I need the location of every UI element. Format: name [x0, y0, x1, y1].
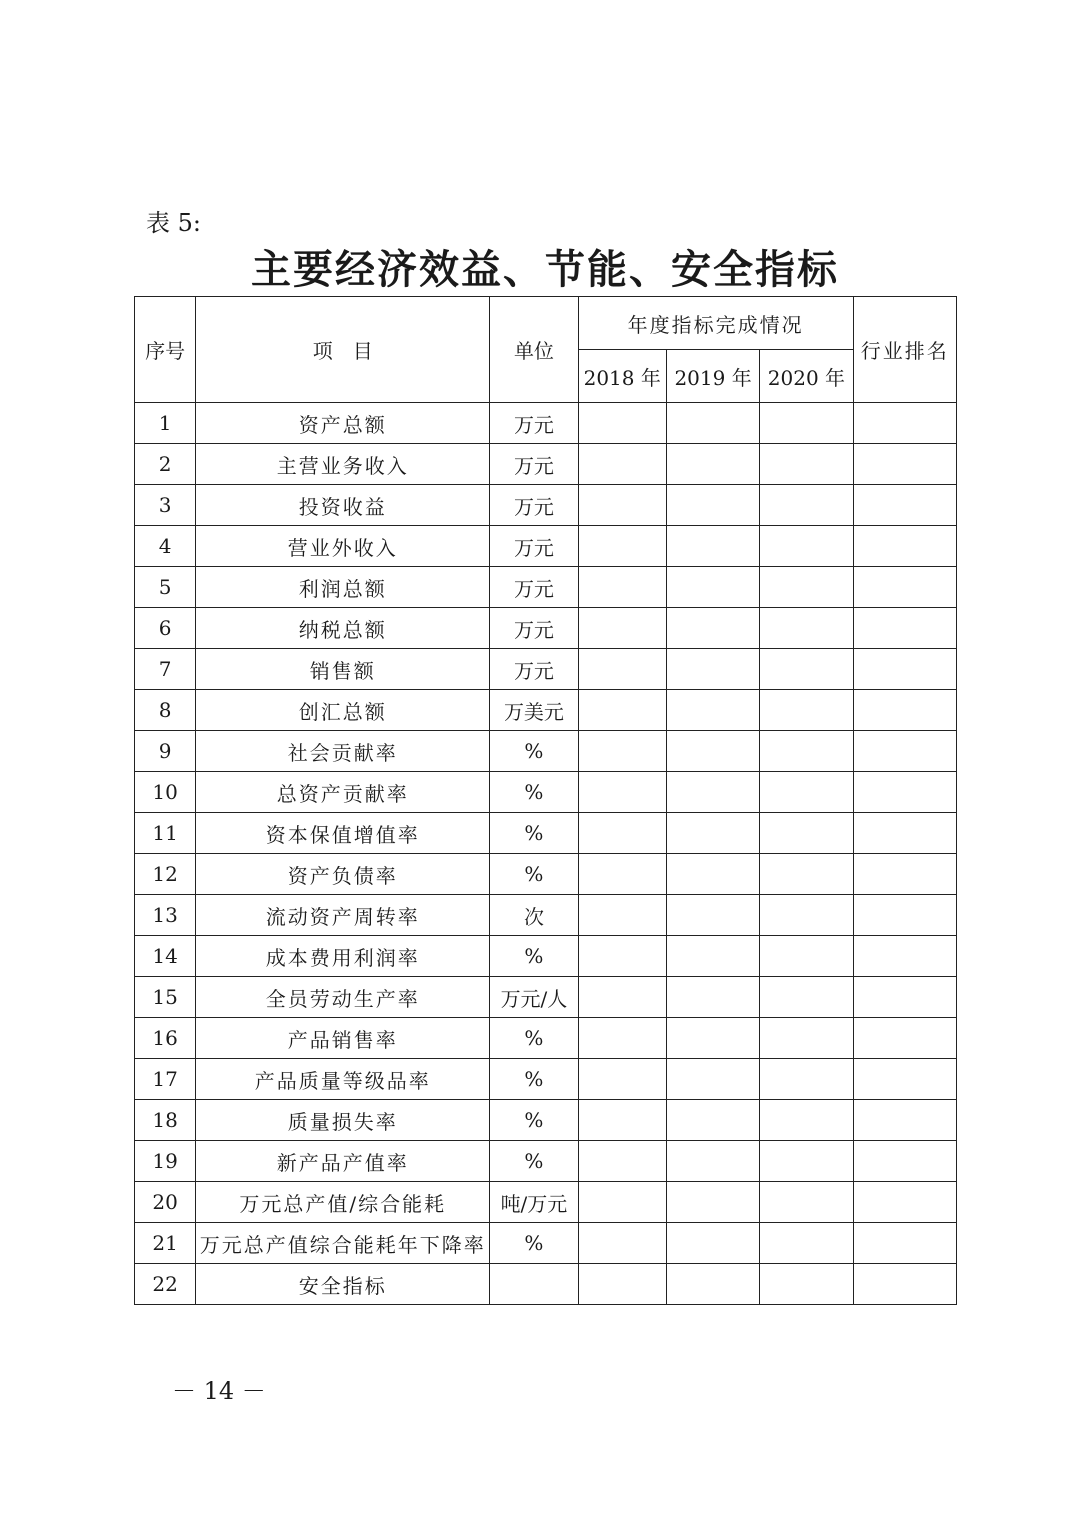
- cell-rank: [853, 813, 956, 854]
- cell-2020: [760, 526, 853, 567]
- cell-unit: %: [490, 1059, 578, 1100]
- cell-rank: [853, 1141, 956, 1182]
- cell-2018: [578, 1264, 666, 1305]
- header-index: 序号: [135, 297, 196, 403]
- cell-unit: %: [490, 731, 578, 772]
- cell-2020: [760, 1059, 853, 1100]
- cell-2020: [760, 936, 853, 977]
- cell-2019: [666, 403, 759, 444]
- cell-2018: [578, 936, 666, 977]
- cell-rank: [853, 1018, 956, 1059]
- cell-2019: [666, 485, 759, 526]
- cell-index: 2: [135, 444, 196, 485]
- cell-2020: [760, 444, 853, 485]
- cell-rank: [853, 1100, 956, 1141]
- cell-2018: [578, 1100, 666, 1141]
- cell-2019: [666, 1059, 759, 1100]
- cell-item: 投资收益: [196, 485, 490, 526]
- table-row: [135, 731, 957, 772]
- cell-item: 社会贡献率: [196, 731, 490, 772]
- cell-rank: [853, 1264, 956, 1305]
- cell-2019: [666, 854, 759, 895]
- table-row: [135, 1141, 957, 1182]
- cell-item: 资产负债率: [196, 854, 490, 895]
- cell-2019: [666, 1264, 759, 1305]
- cell-2020: [760, 1264, 853, 1305]
- cell-unit: %: [490, 1100, 578, 1141]
- table-row: [135, 895, 957, 936]
- table-row: [135, 1223, 957, 1264]
- table-body: [135, 403, 957, 1305]
- table-row: [135, 485, 957, 526]
- cell-item: 纳税总额: [196, 608, 490, 649]
- cell-2019: [666, 444, 759, 485]
- header-item: 项 目: [196, 297, 490, 403]
- table-row: [135, 854, 957, 895]
- cell-2018: [578, 854, 666, 895]
- cell-rank: [853, 567, 956, 608]
- cell-item: 产品销售率: [196, 1018, 490, 1059]
- cell-2018: [578, 1059, 666, 1100]
- cell-2018: [578, 1223, 666, 1264]
- header-year-2020: 2020 年: [760, 350, 853, 403]
- table-label: 表 5:: [146, 209, 201, 237]
- table-header-row: [135, 297, 957, 350]
- cell-unit: 万元: [490, 526, 578, 567]
- cell-index: 8: [135, 690, 196, 731]
- cell-2020: [760, 772, 853, 813]
- cell-index: 3: [135, 485, 196, 526]
- cell-2020: [760, 403, 853, 444]
- cell-item: 成本费用利润率: [196, 936, 490, 977]
- cell-item: 产品质量等级品率: [196, 1059, 490, 1100]
- cell-rank: [853, 895, 956, 936]
- cell-2018: [578, 567, 666, 608]
- cell-index: 14: [135, 936, 196, 977]
- cell-index: 11: [135, 813, 196, 854]
- cell-item: 万元总产值/综合能耗: [196, 1182, 490, 1223]
- cell-index: 9: [135, 731, 196, 772]
- cell-2020: [760, 1182, 853, 1223]
- table-row: [135, 1182, 957, 1223]
- header-annual-group: 年度指标完成情况: [578, 297, 853, 350]
- cell-index: 1: [135, 403, 196, 444]
- table-row: [135, 444, 957, 485]
- cell-index: 18: [135, 1100, 196, 1141]
- cell-unit: %: [490, 854, 578, 895]
- cell-rank: [853, 1182, 956, 1223]
- cell-2019: [666, 731, 759, 772]
- cell-item: 新产品产值率: [196, 1141, 490, 1182]
- cell-rank: [853, 690, 956, 731]
- header-year-2018: 2018 年: [578, 350, 666, 403]
- cell-unit: 万元/人: [490, 977, 578, 1018]
- table-row: [135, 772, 957, 813]
- cell-rank: [853, 403, 956, 444]
- cell-2018: [578, 1182, 666, 1223]
- cell-unit: %: [490, 1223, 578, 1264]
- cell-2018: [578, 444, 666, 485]
- cell-index: 21: [135, 1223, 196, 1264]
- cell-2019: [666, 1100, 759, 1141]
- cell-item: 质量损失率: [196, 1100, 490, 1141]
- cell-2018: [578, 485, 666, 526]
- cell-2019: [666, 1182, 759, 1223]
- cell-unit: %: [490, 1018, 578, 1059]
- cell-index: 16: [135, 1018, 196, 1059]
- cell-index: 12: [135, 854, 196, 895]
- cell-2019: [666, 936, 759, 977]
- cell-unit: 万元: [490, 567, 578, 608]
- cell-2020: [760, 608, 853, 649]
- cell-index: 15: [135, 977, 196, 1018]
- cell-2020: [760, 854, 853, 895]
- cell-unit: 万元: [490, 608, 578, 649]
- cell-item: 资本保值增值率: [196, 813, 490, 854]
- cell-2019: [666, 1141, 759, 1182]
- cell-item: 安全指标: [196, 1264, 490, 1305]
- page-title: 主要经济效益、节能、安全指标: [251, 246, 839, 293]
- table-row: [135, 1264, 957, 1305]
- cell-item: 总资产贡献率: [196, 772, 490, 813]
- cell-item: 销售额: [196, 649, 490, 690]
- cell-2019: [666, 649, 759, 690]
- cell-2020: [760, 485, 853, 526]
- cell-index: 22: [135, 1264, 196, 1305]
- cell-rank: [853, 485, 956, 526]
- cell-2018: [578, 649, 666, 690]
- cell-rank: [853, 1223, 956, 1264]
- table-row: [135, 1100, 957, 1141]
- page-number: － 14 －: [172, 1377, 266, 1405]
- cell-2019: [666, 690, 759, 731]
- cell-2020: [760, 813, 853, 854]
- cell-rank: [853, 977, 956, 1018]
- cell-2018: [578, 895, 666, 936]
- cell-2018: [578, 1018, 666, 1059]
- table-row: [135, 977, 957, 1018]
- cell-2019: [666, 567, 759, 608]
- cell-unit: %: [490, 772, 578, 813]
- cell-2020: [760, 977, 853, 1018]
- cell-2020: [760, 731, 853, 772]
- cell-item: 利润总额: [196, 567, 490, 608]
- cell-rank: [853, 526, 956, 567]
- cell-unit: 万元: [490, 649, 578, 690]
- table-row: [135, 1059, 957, 1100]
- cell-2019: [666, 977, 759, 1018]
- cell-unit: 万美元: [490, 690, 578, 731]
- cell-rank: [853, 936, 956, 977]
- cell-2020: [760, 690, 853, 731]
- cell-2020: [760, 895, 853, 936]
- cell-2018: [578, 813, 666, 854]
- cell-unit: %: [490, 813, 578, 854]
- cell-index: 19: [135, 1141, 196, 1182]
- cell-index: 10: [135, 772, 196, 813]
- cell-rank: [853, 1059, 956, 1100]
- cell-index: 13: [135, 895, 196, 936]
- cell-item: 流动资产周转率: [196, 895, 490, 936]
- cell-unit: 次: [490, 895, 578, 936]
- cell-2018: [578, 977, 666, 1018]
- cell-unit: [490, 1264, 578, 1305]
- table-row: [135, 690, 957, 731]
- cell-unit: 吨/万元: [490, 1182, 578, 1223]
- cell-rank: [853, 772, 956, 813]
- cell-2020: [760, 1018, 853, 1059]
- cell-rank: [853, 444, 956, 485]
- cell-2020: [760, 1100, 853, 1141]
- header-year-2019: 2019 年: [666, 350, 759, 403]
- cell-2018: [578, 731, 666, 772]
- table-row: [135, 813, 957, 854]
- cell-2019: [666, 608, 759, 649]
- cell-unit: 万元: [490, 403, 578, 444]
- cell-index: 20: [135, 1182, 196, 1223]
- cell-rank: [853, 649, 956, 690]
- cell-rank: [853, 731, 956, 772]
- cell-2019: [666, 813, 759, 854]
- cell-unit: 万元: [490, 444, 578, 485]
- cell-2019: [666, 526, 759, 567]
- cell-item: 营业外收入: [196, 526, 490, 567]
- cell-2018: [578, 772, 666, 813]
- cell-index: 4: [135, 526, 196, 567]
- table-row: [135, 1018, 957, 1059]
- cell-item: 创汇总额: [196, 690, 490, 731]
- cell-2019: [666, 895, 759, 936]
- cell-item: 主营业务收入: [196, 444, 490, 485]
- cell-2018: [578, 690, 666, 731]
- cell-index: 17: [135, 1059, 196, 1100]
- header-rank: 行业排名: [853, 297, 956, 403]
- cell-2020: [760, 649, 853, 690]
- header-unit: 单位: [490, 297, 578, 403]
- cell-2019: [666, 1018, 759, 1059]
- cell-unit: %: [490, 1141, 578, 1182]
- cell-2019: [666, 1223, 759, 1264]
- cell-index: 7: [135, 649, 196, 690]
- table-row: [135, 567, 957, 608]
- cell-unit: 万元: [490, 485, 578, 526]
- cell-2019: [666, 772, 759, 813]
- cell-2018: [578, 526, 666, 567]
- cell-2018: [578, 403, 666, 444]
- cell-item: 万元总产值综合能耗年下降率: [196, 1223, 490, 1264]
- cell-2018: [578, 1141, 666, 1182]
- cell-2020: [760, 567, 853, 608]
- cell-rank: [853, 854, 956, 895]
- cell-index: 5: [135, 567, 196, 608]
- cell-unit: %: [490, 936, 578, 977]
- indicators-table: [134, 296, 957, 1305]
- cell-rank: [853, 608, 956, 649]
- cell-2018: [578, 608, 666, 649]
- table-row: [135, 649, 957, 690]
- table-row: [135, 526, 957, 567]
- table-row: [135, 608, 957, 649]
- cell-2020: [760, 1141, 853, 1182]
- cell-item: 全员劳动生产率: [196, 977, 490, 1018]
- cell-2020: [760, 1223, 853, 1264]
- cell-index: 6: [135, 608, 196, 649]
- table-row: [135, 403, 957, 444]
- table-row: [135, 936, 957, 977]
- cell-item: 资产总额: [196, 403, 490, 444]
